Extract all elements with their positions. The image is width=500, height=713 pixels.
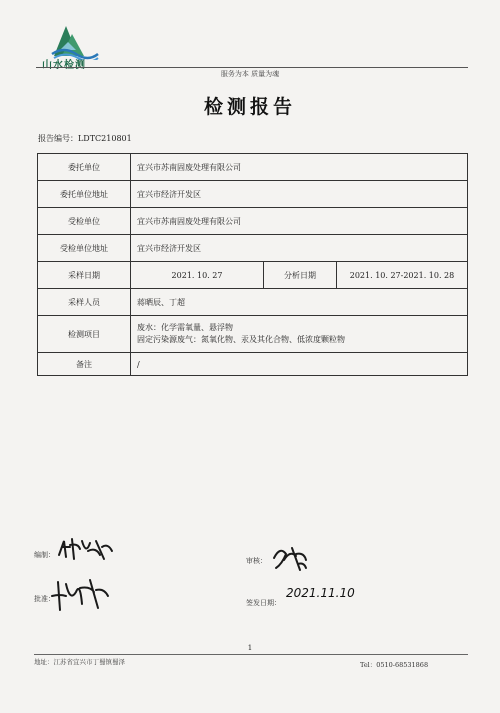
sampling-date-label: 采样日期 xyxy=(38,262,131,289)
remark-value: / xyxy=(131,353,468,376)
client-label: 委托单位 xyxy=(38,154,131,181)
handwritten-signature-icon xyxy=(50,574,110,614)
inspected-unit-value: 宜兴市苏南固废处理有限公司 xyxy=(131,208,468,235)
inspected-unit-label: 受检单位 xyxy=(38,208,131,235)
client-address-value: 宜兴市经济开发区 xyxy=(131,181,468,208)
approver-label: 批准： xyxy=(34,595,55,603)
test-items-value xyxy=(131,316,468,353)
page-title: 检测报告 xyxy=(203,96,296,118)
logo-mountain-icon xyxy=(40,20,110,60)
issue-date-value: 2021.11.10 xyxy=(286,586,355,600)
footer-address: 地址：江苏省宜兴市丁蜀镇蜀泽 xyxy=(34,658,125,666)
table-row xyxy=(38,353,468,376)
issue-date-label: 签发日期： xyxy=(246,599,281,607)
footer-telephone: Tel：0510-68531868 xyxy=(360,661,429,669)
client-value: 宜兴市苏南固废处理有限公司 xyxy=(131,154,468,181)
slogan: 服务为本 质量为魂 xyxy=(220,70,280,78)
sampling-date-value: 2021. 10. 27 xyxy=(131,262,264,289)
header-divider xyxy=(36,67,468,68)
footer-divider xyxy=(34,654,468,655)
table-row xyxy=(38,235,468,262)
editor-signature xyxy=(56,533,116,567)
page-number: 1 xyxy=(247,644,253,652)
remark-label: 备注 xyxy=(38,353,131,376)
table-row xyxy=(38,316,468,353)
reviewer-label: 审核： xyxy=(246,557,267,565)
inspected-address-value: 宜兴市经济开发区 xyxy=(131,235,468,262)
handwritten-signature-icon xyxy=(56,533,116,563)
reviewer-signature xyxy=(270,540,310,578)
table-row xyxy=(38,262,468,289)
analysis-date-value: 2021. 10. 27-2021. 10. 28 xyxy=(337,262,468,289)
test-items-line-exhaust: 固定污染源废气：氮氧化物、汞及其化合物、低浓度颗粒物 xyxy=(137,335,345,344)
report-number: 报告编号：LDTC210801 xyxy=(38,134,132,143)
analysis-date-label: 分析日期 xyxy=(264,262,337,289)
sampler-value: 蒋晒辰、丁超 xyxy=(131,289,468,316)
table-row xyxy=(38,208,468,235)
test-items-line-wastewater: 废水：化学需氧量、悬浮物 xyxy=(137,323,233,332)
client-address-label: 委托单位地址 xyxy=(38,181,131,208)
report-info-table xyxy=(37,153,468,376)
approver-signature xyxy=(50,574,110,618)
table-row xyxy=(38,289,468,316)
sampler-label: 采样人员 xyxy=(38,289,131,316)
handwritten-signature-icon xyxy=(270,540,310,574)
editor-label: 编制： xyxy=(34,551,55,559)
table-row xyxy=(38,154,468,181)
table-row xyxy=(38,181,468,208)
test-items-label: 检测项目 xyxy=(38,316,131,353)
inspected-address-label: 受检单位地址 xyxy=(38,235,131,262)
logo-text: 山水检测 xyxy=(42,60,86,71)
